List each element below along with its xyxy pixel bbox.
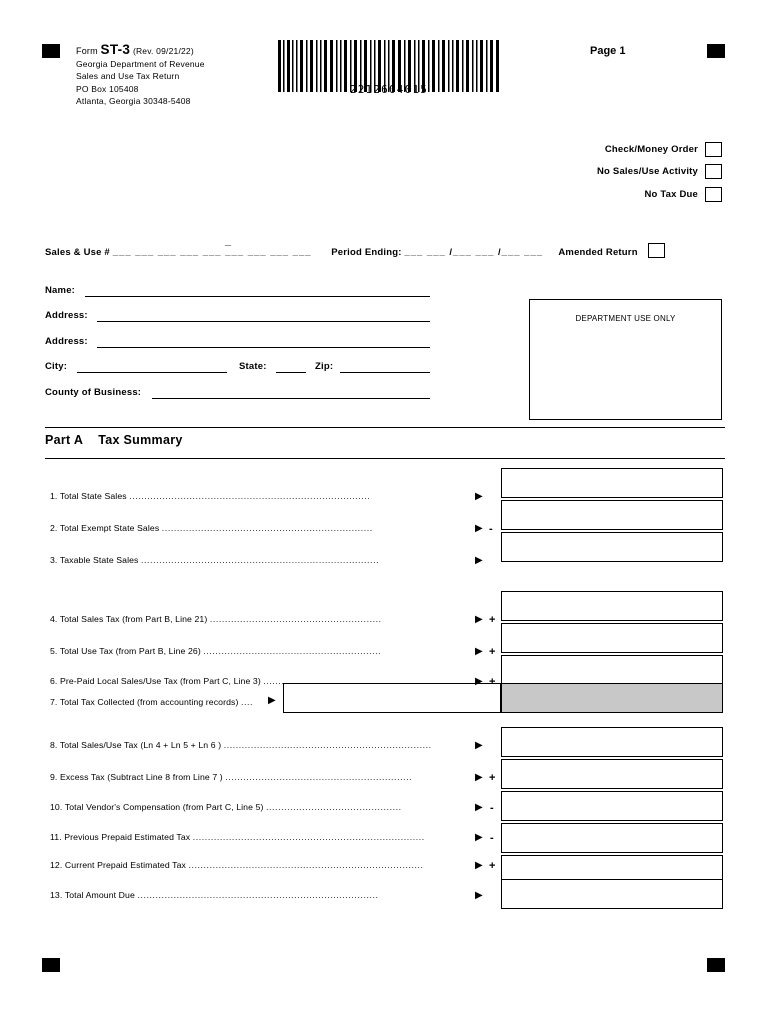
checkbox-row-check-money-order[interactable] — [422, 142, 722, 157]
city-field-input[interactable] — [77, 372, 227, 373]
form-title-label: Sales and Use Tax Return — [76, 71, 180, 81]
line-11-sign: - — [490, 832, 494, 844]
line-8-dots: ..................................................................... — [223, 740, 432, 750]
barcode-block — [276, 40, 502, 96]
registration-mark-bottom-left — [42, 958, 60, 972]
sales-use-number-dash: _ — [225, 235, 232, 247]
line-10-dots: ............................................. — [266, 802, 402, 812]
line-13-text: Total Amount Due — [64, 890, 135, 900]
line-3-row — [50, 555, 500, 565]
line-11-row — [50, 832, 500, 842]
line-3-text: Taxable State Sales — [59, 555, 139, 565]
line-6-text: Pre-Paid Local Sales/Use Tax (from Part C, Line 3) — [59, 676, 261, 686]
state-field-input[interactable] — [276, 372, 306, 373]
line-4-sign: + — [489, 614, 496, 626]
city-field-label: City: — [45, 361, 68, 372]
line-7-number: 7. — [50, 697, 58, 707]
line-4-number: 4. — [50, 614, 58, 624]
amount-box-line-10[interactable] — [501, 791, 723, 821]
address1-field-label: Address: — [45, 310, 88, 321]
line-2-number: 2. — [50, 523, 58, 533]
amount-box-line-1[interactable] — [501, 468, 723, 498]
check-money-order-label: Check/Money Order — [604, 144, 698, 155]
line-8-row — [50, 740, 500, 750]
line-9-dots: .............................................................. — [225, 772, 413, 782]
line-12-row — [50, 860, 500, 870]
address2-field-input[interactable] — [97, 347, 430, 348]
part-a-top-rule — [45, 427, 725, 428]
form-code-label: ST-3 — [100, 42, 131, 57]
line-10-row — [50, 802, 500, 812]
period-ending-label: Period Ending: — [331, 247, 402, 258]
line-3-number: 3. — [50, 555, 58, 565]
barcode-number-label: 2212604015 — [349, 83, 429, 96]
form-header-block — [76, 44, 205, 108]
identification-line — [45, 235, 725, 258]
line-9-arrow-icon: ▶ — [475, 772, 483, 783]
line-5-row — [50, 646, 500, 656]
line-4-arrow-icon: ▶ — [475, 614, 483, 625]
amount-box-line-8[interactable] — [501, 727, 723, 757]
line-6-number: 6. — [50, 676, 58, 686]
department-use-only-label: DEPARTMENT USE ONLY — [575, 314, 676, 323]
line-8-number: 8. — [50, 740, 58, 750]
no-tax-due-checkbox[interactable] — [705, 187, 722, 202]
line-4-row — [50, 614, 500, 624]
line-5-sign: + — [489, 646, 496, 658]
line-12-text: Current Prepaid Estimated Tax — [64, 860, 186, 870]
line-9-number: 9. — [50, 772, 58, 782]
line-13-number: 13. — [50, 890, 63, 900]
line-8-arrow-icon: ▶ — [475, 740, 483, 751]
line-12-number: 12. — [50, 860, 63, 870]
amount-box-line-9[interactable] — [501, 759, 723, 789]
amount-box-line-5[interactable] — [501, 623, 723, 653]
line-2-dots: ...................................................................... — [161, 523, 373, 533]
period-ending-input[interactable]: ___ ___ /___ ___ /___ ___ — [404, 247, 544, 258]
line-6-sign: + — [489, 676, 496, 688]
line-11-number: 11. — [50, 832, 62, 842]
amended-return-checkbox[interactable] — [648, 243, 665, 258]
part-a-label: Part A — [45, 433, 83, 447]
no-sales-use-activity-checkbox[interactable] — [705, 164, 722, 179]
amended-return-label: Amended Return — [558, 247, 638, 258]
line-3-dots: ............................................................................... — [141, 555, 380, 565]
line-11-arrow-icon: ▶ — [475, 832, 483, 843]
check-money-order-checkbox[interactable] — [705, 142, 722, 157]
line-4-text: Total Sales Tax (from Part B, Line 21) — [59, 614, 208, 624]
amount-box-line-3[interactable] — [501, 532, 723, 562]
amount-box-line-4[interactable] — [501, 591, 723, 621]
page-number-label: Page 1 — [590, 45, 626, 57]
line-2-row — [50, 523, 500, 533]
line-9-text: Excess Tax (Subtract Line 8 from Line 7 ) — [59, 772, 223, 782]
line-8-text: Total Sales/Use Tax (Ln 4 + Ln 5 + Ln 6 ) — [59, 740, 222, 750]
line-6-arrow-icon: ▶ — [475, 676, 483, 687]
line-10-text: Total Vendor's Compensation (from Part C, Line 5) — [64, 802, 264, 812]
line-5-text: Total Use Tax (from Part B, Line 26) — [59, 646, 201, 656]
county-field-label: County of Business: — [45, 387, 142, 398]
line-7-row — [50, 697, 330, 707]
amount-box-line-2[interactable] — [501, 500, 723, 530]
checkbox-row-no-tax-due[interactable] — [422, 187, 722, 202]
address1-field-input[interactable] — [97, 321, 430, 322]
line-11-text: Previous Prepaid Estimated Tax — [64, 832, 191, 842]
amount-box-line-11[interactable] — [501, 823, 723, 853]
zip-field-input[interactable] — [340, 372, 430, 373]
checkbox-row-no-sales-use-activity[interactable] — [422, 164, 722, 179]
line-1-number: 1. — [50, 491, 58, 501]
form-word-label: Form — [76, 46, 98, 56]
part-a-header — [45, 433, 725, 452]
line-5-number: 5. — [50, 646, 58, 656]
zip-field-label: Zip: — [315, 361, 334, 372]
name-field-label: Name: — [45, 285, 76, 296]
line-12-arrow-icon: ▶ — [475, 860, 483, 871]
line-9-row — [50, 772, 500, 782]
line-4-dots: ......................................................... — [209, 614, 382, 624]
line-7-arrow-icon: ▶ — [268, 695, 276, 706]
sales-use-number-label: Sales & Use # — [45, 247, 110, 258]
registration-mark-top-left — [42, 44, 60, 58]
line-1-text: Total State Sales — [59, 491, 127, 501]
amount-box-line-13[interactable] — [501, 879, 723, 909]
line-1-dots: ................................................................................ — [129, 491, 371, 501]
line-12-dots: .............................................................................. — [188, 860, 424, 870]
line-7-dots: .... — [240, 697, 254, 707]
amount-box-line-6[interactable] — [501, 655, 723, 685]
line-3-arrow-icon: ▶ — [475, 555, 483, 566]
registration-mark-bottom-right — [707, 958, 725, 972]
line-1-row — [50, 491, 500, 501]
sales-use-number-input[interactable]: ___ ___ ___ ___ ___ ___ ___ ___ ___ — [112, 247, 312, 258]
amount-box-line-7-shaded — [501, 683, 723, 713]
po-box-label: PO Box 105408 — [76, 83, 139, 94]
name-field-input[interactable] — [85, 296, 430, 297]
line-11-dots: ............................................................................. — [192, 832, 425, 842]
line-7-text: Total Tax Collected (from accounting records) — [59, 697, 239, 707]
line-5-dots: ........................................................... — [203, 646, 382, 656]
city-state-zip-label: Atlanta, Georgia 30348-5408 — [76, 96, 191, 106]
line-1-arrow-icon: ▶ — [475, 491, 483, 502]
form-revision-label: (Rev. 09/21/22) — [132, 46, 194, 56]
agency-label: Georgia Department of Revenue — [76, 58, 205, 69]
no-sales-use-activity-label: No Sales/Use Activity — [597, 166, 698, 177]
part-a-title-label: Tax Summary — [98, 433, 183, 447]
state-field-label: State: — [239, 361, 267, 372]
line-12-sign: + — [489, 860, 496, 872]
line-6-row — [50, 676, 500, 686]
line-13-arrow-icon: ▶ — [475, 890, 483, 901]
line-5-arrow-icon: ▶ — [475, 646, 483, 657]
line-2-sign: - — [489, 523, 493, 535]
line-13-row — [50, 890, 500, 900]
department-use-only-box — [529, 299, 722, 420]
county-field-input[interactable] — [152, 398, 430, 399]
registration-mark-top-right — [707, 44, 725, 58]
line-10-sign: - — [490, 802, 494, 814]
line-9-sign: + — [489, 772, 496, 784]
no-tax-due-label: No Tax Due — [644, 189, 698, 200]
part-a-bottom-rule — [45, 458, 725, 459]
line-10-arrow-icon: ▶ — [475, 802, 483, 813]
line-6-dots: ....................... — [263, 676, 333, 686]
line-10-number: 10. — [50, 802, 63, 812]
address2-field-label: Address: — [45, 336, 88, 347]
line-13-dots: ................................................................................ — [137, 890, 379, 900]
line-2-text: Total Exempt State Sales — [59, 523, 160, 533]
line-2-arrow-icon: ▶ — [475, 523, 483, 534]
